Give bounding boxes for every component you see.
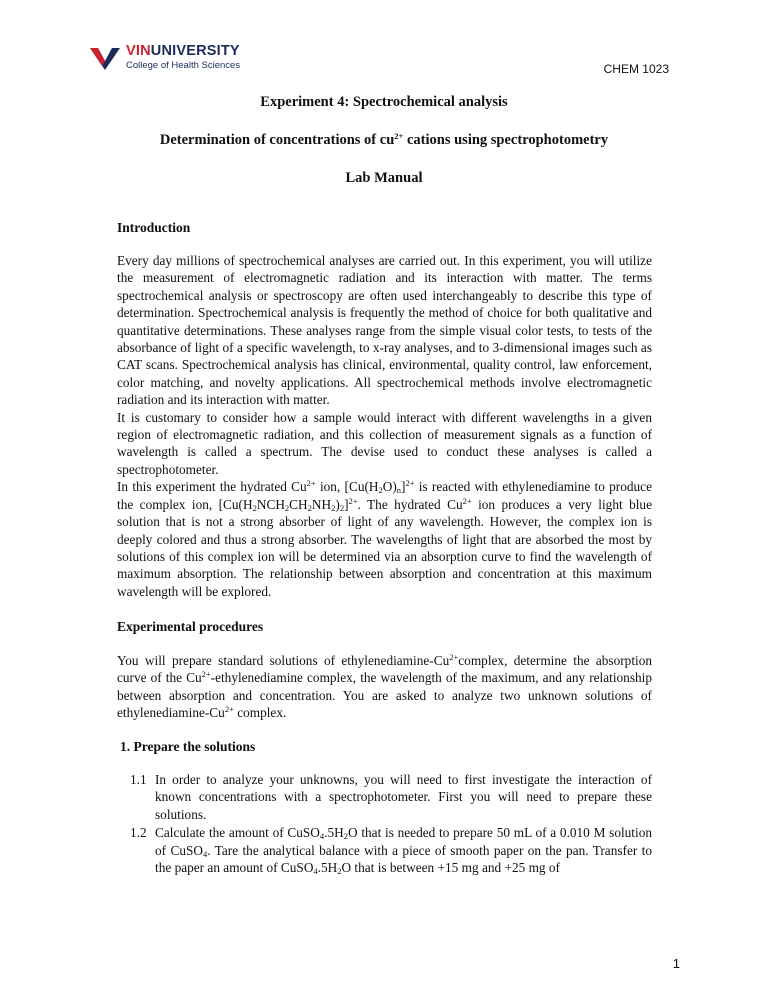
procedures-intro: You will prepare standard solutions of ethylenediamine-$Cu^{2+}complex$, determine the absorption curve of the $Cu^{2+}$-ethylenediamine complex, the wavelength of the maximum, and any relationship between absorption and concentration. You are asked to analyze two unknown solutions of ethylenediamine-$Cu^{2+}$ complex. [117,652,653,721]
procedures-heading: Experimental procedures [117,619,264,634]
introduction-heading: Introduction [117,220,191,235]
logo-name: VINUNIVERSITY [126,42,240,59]
introduction-body [117,252,652,600]
document-subtitle: Determination of concentrations of $cu^{2+}$ cations using spectrophotometry [159,131,609,148]
logo-subtitle: College of Health Sciences [126,60,241,71]
procedure-list [130,771,652,877]
intro-paragraph-1: Every day millions of spectrochemical analyses are carried out. In this experiment, you will utilize the measurement of electromagnetic radiation and its interaction with matter. The terms spectrochemical analysis or spectroscopy are often used interchangeably to describe this type of determination. Spectrochemical analysis is frequently the method of choice for both qualitative and quantitative determinations. These analyses range from the simple visual color tests, to tests of the absorbance of light of a specific wavelength, to x-ray analyses, and to 3-dimensional images such as CAT scans. Spectrochemical analysis has clinical, environmental, quality control, law enforcement, color matching, and novelty applications. All spectrochemical methods involve electromagnetic radiation and its interaction with matter. [117,253,652,408]
section-1-heading: 1. Prepare the solutions [120,739,256,754]
document-title: Experiment 4: Spectrochemical analysis [260,94,508,110]
course-code: CHEM 1023 [603,62,669,76]
intro-paragraph-3: In this experiment the hydrated $Cu^{2+}$ ion, $[Cu(H_2O)_n]^{2+}$ is reacted with ethylenediamine to produce the complex ion, $[Cu(H_2NCH_2CH_2NH_2)_2]^{2+}$. The hydrated $Cu^{2+}$ ion produces a very light blue solution that is not a strong absorber of light of any wavelength. However, the complex ion is deeply colored and thus a strong absorber. The wavelengths of light that are absorbed the most by solutions of this complex ion will be determined via an absorption curve to find the wavelength of maximum absorption. The relationship between absorption and concentration at this maximum wavelength will be explored. [117,478,652,599]
list-item: 1.1 In order to analyze your unknowns, you will need to first investigate the interaction of known concentrations with a spectrophotometer. First you will need to prepare these solutions. [130,772,652,822]
intro-paragraph-2: It is customary to consider how a sample would interact with different wavelengths in a given region of electromagnetic radiation, and this collection of measurement signals as a function of wavelength is called a spectrum. The devise used to conduct these analyses is called a spectrophotometer. [117,409,652,477]
list-item: 1.2 Calculate the amount of $CuSO_4.5H_2O$ that is needed to prepare 50 mL of a 0.010 M solution of CuSO$_4$. Tare the analytical balance with a piece of smooth paper on the pan. Transfer to the paper an amount of $CuSO_4.5H_2O$ that is between +15 mg and +25 mg of [130,825,652,877]
university-logo [90,40,240,74]
vin-logo-icon [90,44,120,70]
page-number: 1 [672,956,680,971]
document-type: Lab Manual [345,170,423,186]
